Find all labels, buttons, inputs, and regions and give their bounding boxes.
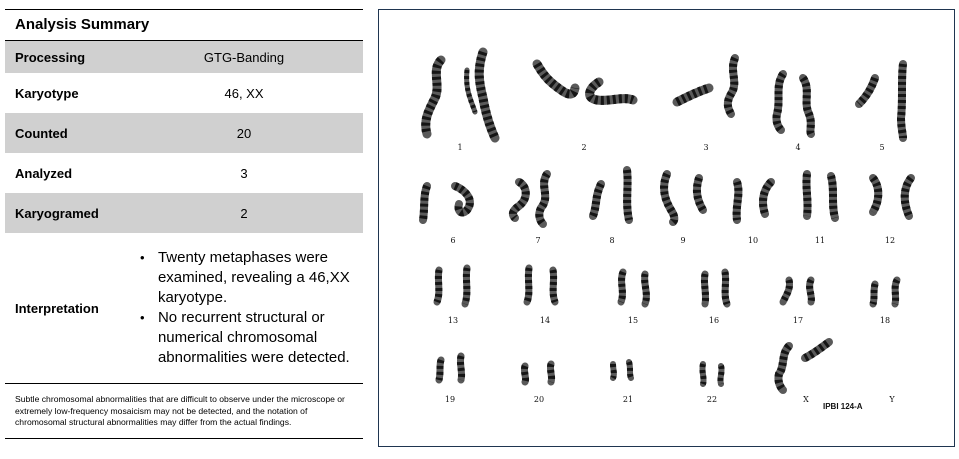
chromosome-label-11: 11 [814,236,826,245]
interpretation-list [142,248,363,368]
processing-label: Processing [15,49,86,65]
row-karyotype [5,73,363,113]
chromosome-label-21: 21 [622,395,634,404]
chromosome-12 [873,178,911,216]
karyogram-chromosomes [379,10,953,445]
chromosome-3 [677,58,735,114]
chromosome-label-13: 13 [447,316,459,325]
chromosome-label-x: X [803,395,809,404]
chromosome-label-15: 15 [627,316,639,325]
chromosome-16 [704,272,727,304]
chromosome-20 [524,364,551,382]
processing-value: GTG-Banding [203,49,285,65]
analyzed-value: 3 [240,165,248,181]
chromosome-label-16: 16 [708,316,720,325]
chromosome-label-12: 12 [884,236,896,245]
analysis-summary-table [5,9,363,439]
chromosome-13 [437,268,467,304]
chromosome-label-1: 1 [457,143,463,152]
chromosome-19 [439,356,462,380]
chromosome-label-10: 10 [747,236,759,245]
row-counted [5,113,363,153]
chromosome-5 [859,64,903,138]
chromosome-21 [613,362,631,378]
karyogramed-label: Karyogramed [15,205,99,221]
karyogram-image-id: IPBI 124-A [823,402,863,411]
chromosome-label-3: 3 [703,143,709,152]
karyotype-value: 46, XX [224,85,264,101]
chromosome-label-17: 17 [792,316,804,325]
row-analyzed [5,153,363,193]
chromosome-15 [621,272,646,304]
chromosome-label-8: 8 [609,236,615,245]
karyotype-label: Karyotype [15,85,79,101]
chromosome-label-y: Y [889,395,895,404]
chromosome-17 [783,280,811,302]
karyogramed-value: 2 [240,205,248,221]
chromosome-label-18: 18 [879,316,891,325]
row-processing [5,41,363,73]
row-interpretation [5,233,363,384]
chromosome-22 [702,364,721,384]
chromosome-label-14: 14 [539,316,551,325]
chromosome-8 [593,170,629,220]
chromosome-label-2: 2 [581,143,587,152]
chromosome-label-20: 20 [533,395,545,404]
chromosome-10 [737,182,771,220]
disclaimer-footnote: Subtle chromosomal abnormalities that are difficult to observe under the microscope or extremely low-frequency mosaicism may not be detected, and the notation of chromosomal structural abnormalities may differ from the actual findings. [5,384,363,439]
chromosome-x [778,342,829,390]
chromosome-1 [426,52,495,138]
interpretation-item: • Twenty metaphases were examined, revealing a 46,XX karyotype. [158,248,363,308]
chromosome-label-9: 9 [680,236,686,245]
chromosome-14 [527,268,555,302]
chromosome-4 [776,74,811,134]
chromosome-9 [664,174,703,222]
interpretation-label: Interpretation [15,300,99,316]
chromosome-label-5: 5 [879,143,885,152]
chromosome-7 [513,174,547,224]
analyzed-label: Analyzed [15,165,73,181]
row-karyogramed [5,193,363,233]
karyogram-image [378,9,955,447]
chromosome-6 [423,186,470,220]
chromosome-label-6: 6 [450,236,456,245]
chromosome-label-22: 22 [706,395,718,404]
interpretation-item: • No recurrent structural or numerical chromosomal abnormalities were detected. [158,308,363,368]
counted-label: Counted [15,125,68,141]
chromosome-18 [873,280,897,304]
chromosome-11 [806,174,835,218]
chromosome-label-4: 4 [795,143,801,152]
counted-value: 20 [236,125,252,141]
summary-title: Analysis Summary [5,9,363,41]
chromosome-2 [537,64,633,100]
chromosome-label-19: 19 [444,395,456,404]
chromosome-label-7: 7 [535,236,541,245]
